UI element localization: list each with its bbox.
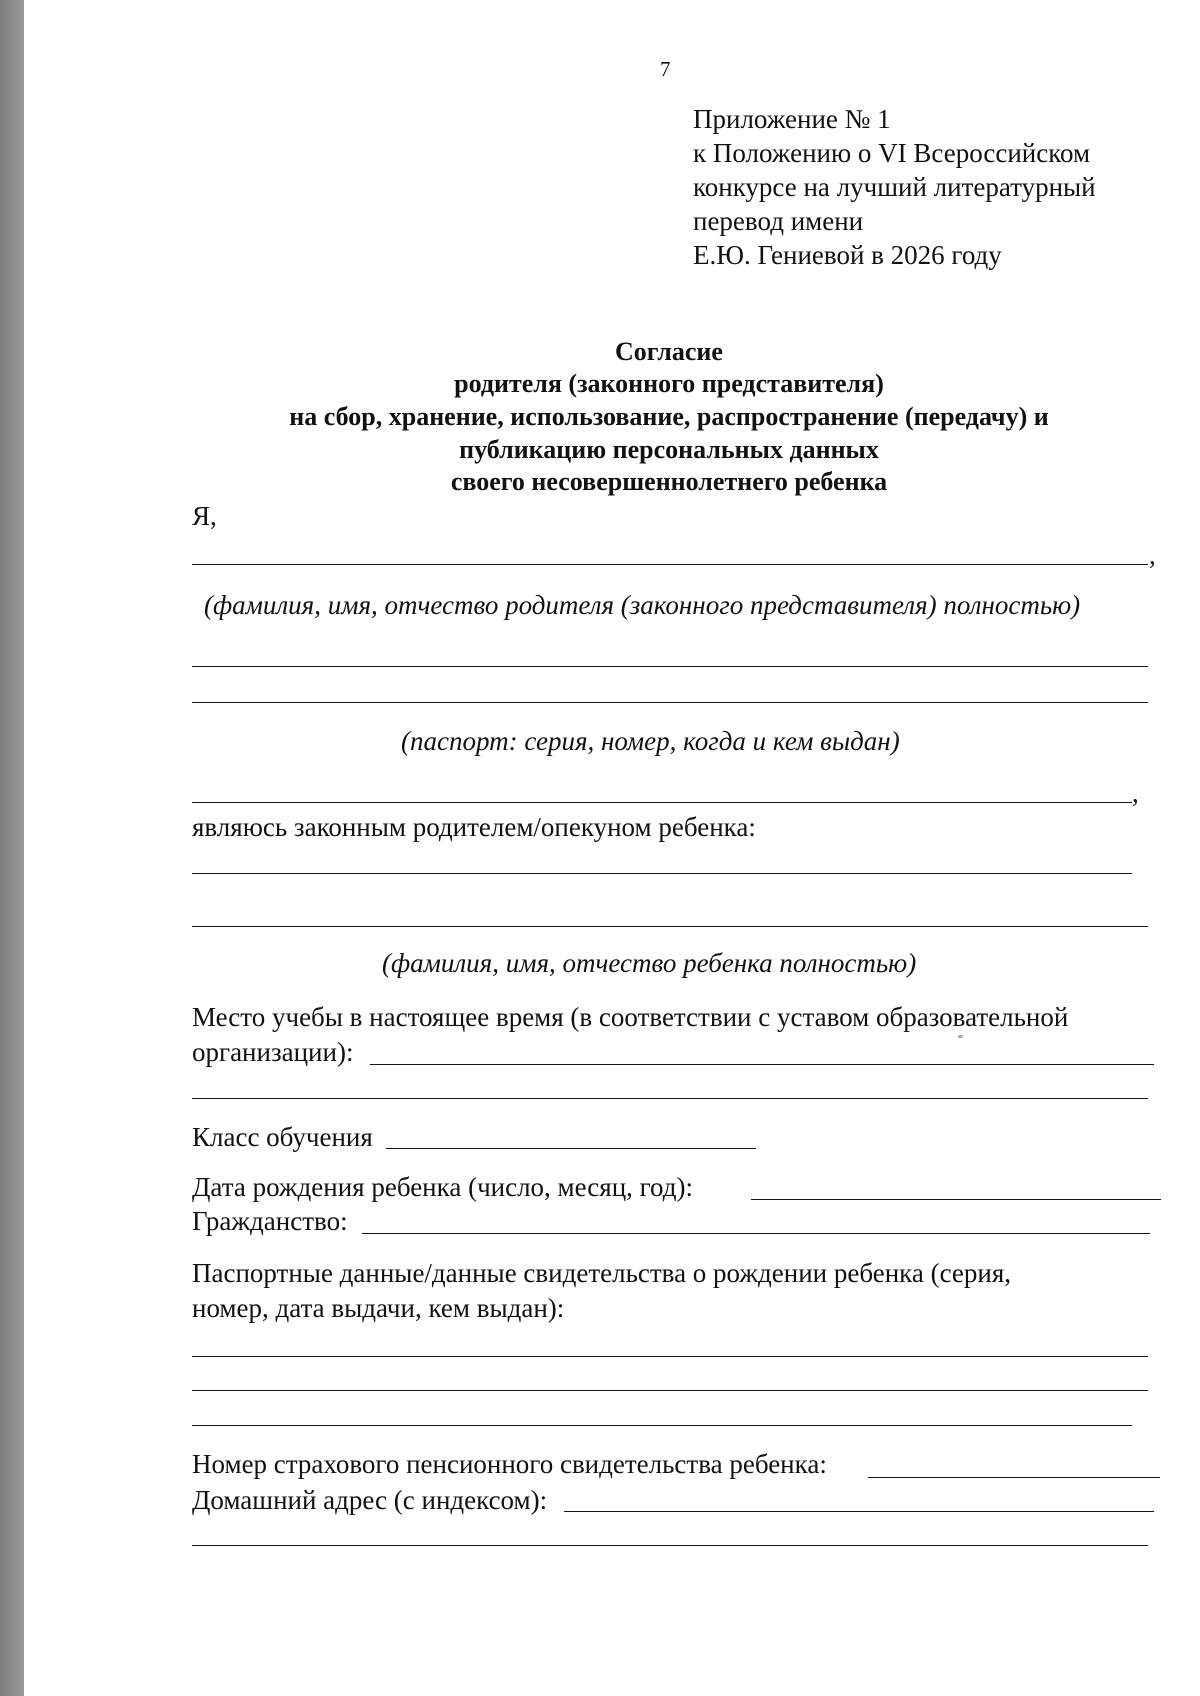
- passport-child-line-2: [192, 1390, 1148, 1391]
- parent-name-caption: (фамилия, имя, отчество родителя (законного представителя) полностью): [204, 590, 1081, 620]
- document-page: [24, 0, 1200, 1696]
- address-label: Домашний адрес (с индексом):: [192, 1485, 548, 1515]
- passport-line-3: [192, 802, 1132, 803]
- class-line: [386, 1148, 756, 1149]
- appendix-line: к Положению о VI Всероссийском: [693, 138, 1091, 168]
- passport-child-label: Паспортные данные/данные свидетельства о рождении ребенка (серия,: [192, 1258, 1012, 1288]
- parent-name-line: [192, 564, 1148, 565]
- child-name-line-1: [192, 873, 1132, 874]
- appendix-line: Приложение № 1: [693, 104, 891, 134]
- appendix-line: Е.Ю. Гениевой в 2026 году: [693, 240, 1002, 270]
- class-label: Класс обучения: [192, 1122, 373, 1152]
- comma: ,: [1149, 540, 1156, 570]
- study-place-line-2: [192, 1098, 1148, 1099]
- citizenship-line: [362, 1233, 1150, 1234]
- address-line-2: [192, 1545, 1148, 1546]
- passport-caption: (паспорт: серия, номер, когда и кем выдан): [401, 726, 900, 756]
- citizenship-label: Гражданство:: [192, 1206, 348, 1236]
- study-place-line-1: [370, 1064, 1154, 1065]
- comma: ,: [1132, 778, 1139, 808]
- address-line-1: [564, 1511, 1154, 1512]
- passport-child-label-cont: номер, дата выдачи, кем выдан):: [192, 1293, 565, 1323]
- passport-child-line-1: [192, 1356, 1148, 1357]
- guardian-label: являюсь законным родителем/опекуном ребенка:: [192, 812, 756, 842]
- title-line: на сбор, хранение, использование, распространение (передачу) и: [289, 402, 1049, 431]
- study-place-label-cont: организации):: [192, 1037, 354, 1067]
- birth-date-line: [751, 1199, 1161, 1200]
- title-line: публикацию персональных данных: [459, 435, 879, 464]
- passport-line-2: [192, 702, 1148, 703]
- title-line: родителя (законного представителя): [454, 369, 884, 398]
- snils-line: [868, 1477, 1160, 1478]
- title-line: Согласие: [615, 337, 723, 366]
- appendix-line: перевод имени: [693, 206, 864, 236]
- child-name-line-2: [192, 926, 1148, 927]
- scan-left-edge: [0, 0, 24, 1696]
- title-line: своего несовершеннолетнего ребенка: [450, 467, 888, 496]
- scan-speck: [958, 1035, 963, 1038]
- snils-label: Номер страхового пенсионного свидетельства ребенка:: [192, 1449, 827, 1479]
- passport-child-line-3: [192, 1425, 1132, 1426]
- page-number: 7: [660, 57, 671, 81]
- child-name-caption: (фамилия, имя, отчество ребенка полностью): [382, 948, 917, 978]
- study-place-label: Место учебы в настоящее время (в соответствии с уставом образовательной: [192, 1002, 1069, 1032]
- i-label: Я,: [192, 501, 217, 531]
- birth-date-label: Дата рождения ребенка (число, месяц, год):: [192, 1172, 694, 1202]
- appendix-line: конкурсе на лучший литературный: [693, 172, 1096, 202]
- passport-line-1: [192, 666, 1148, 667]
